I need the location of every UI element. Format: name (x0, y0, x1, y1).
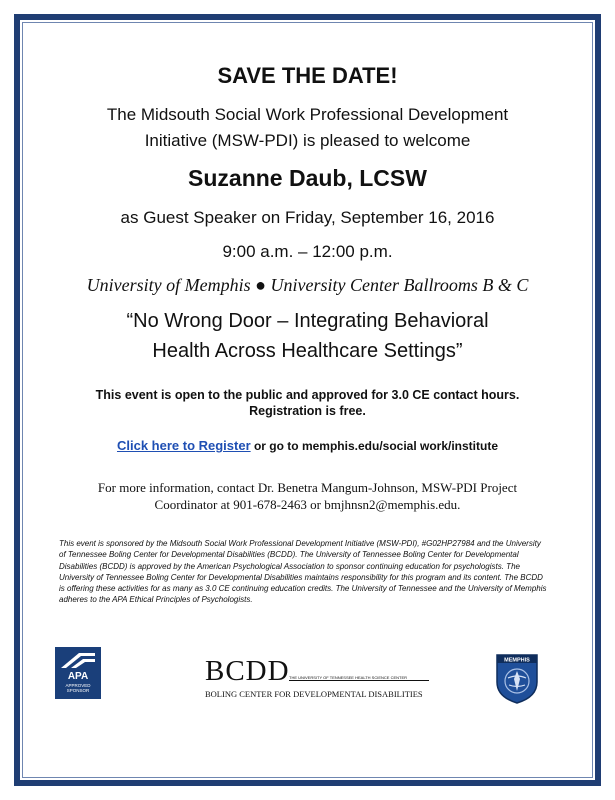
talk-title-line-1: “No Wrong Door – Integrating Behavioral (126, 310, 489, 332)
notice-line-1: This event is open to the public and approved for 3.0 CE contact hours. (95, 388, 520, 402)
intro-line-2: Initiative (MSW-PDI) is pleased to welcome (144, 131, 471, 150)
contact-line-2: Coordinator at 901-678-2463 or bmjhnsn2@memphis.edu. (154, 497, 461, 512)
register-link[interactable]: Click here to Register (116, 438, 251, 453)
event-date: as Guest Speaker on Friday, September 16, 2016 (120, 208, 495, 227)
headline: SAVE THE DATE! (217, 63, 398, 88)
memphis-seal-label: MEMPHIS (504, 657, 530, 664)
event-venue: University of Memphis ● University Center Ballrooms B & C (86, 275, 529, 295)
bcdd-logo (205, 655, 423, 702)
contact-line-1: For more information, contact Dr. Benetra Mangum-Johnson, MSW-PDI Project (97, 480, 518, 495)
register-url-text: or go to memphis.edu/social work/institute (250, 439, 499, 453)
apa-label: APA (67, 671, 89, 682)
bcdd-university-line: THE UNIVERSITY OF TENNESSEE HEALTH SCIENCE CENTER (289, 675, 429, 681)
bcdd-full-name: BOLING CENTER FOR DEVELOPMENTAL DISABILITIES (205, 689, 423, 699)
sponsor-statement: This event is sponsored by the Midsouth Social Work Professional Development Initiative (MSW-PDI), #G02HP27984 and the University of Tennessee Boling Center for Developmental Disabilities (BCDD). The University of Tennessee Boling Center for Developmental Disabilities (BCDD) is approved by the American Psychological Association to sponsor continuing education for psychologists. The University of Tennessee Boling Center for Developmental Disabilities maintains responsibility for this program and its content. The BCDD is offering these activities for as many as 3.0 CE continuing education credits. The University of Tennessee and the University of Memphis adheres to the APA Ethical Principles of Psychologists. (59, 539, 547, 605)
memphis-shield-icon (494, 652, 540, 704)
university-of-memphis-seal (494, 652, 540, 704)
talk-title-line-2: Health Across Healthcare Settings” (152, 340, 463, 362)
intro-line-1: The Midsouth Social Work Professional Development (106, 105, 509, 124)
apa-mark-icon (59, 651, 97, 669)
apa-sponsor-logo (55, 647, 101, 699)
notice-line-2: Registration is free. (249, 404, 366, 418)
bcdd-wordmark: BCDD (205, 655, 290, 687)
event-time: 9:00 a.m. – 12:00 p.m. (222, 242, 393, 261)
speaker-name: Suzanne Daub, LCSW (188, 165, 427, 191)
register-line (0, 438, 615, 453)
apa-sub-label: APPROVED SPONSOR (65, 683, 91, 693)
